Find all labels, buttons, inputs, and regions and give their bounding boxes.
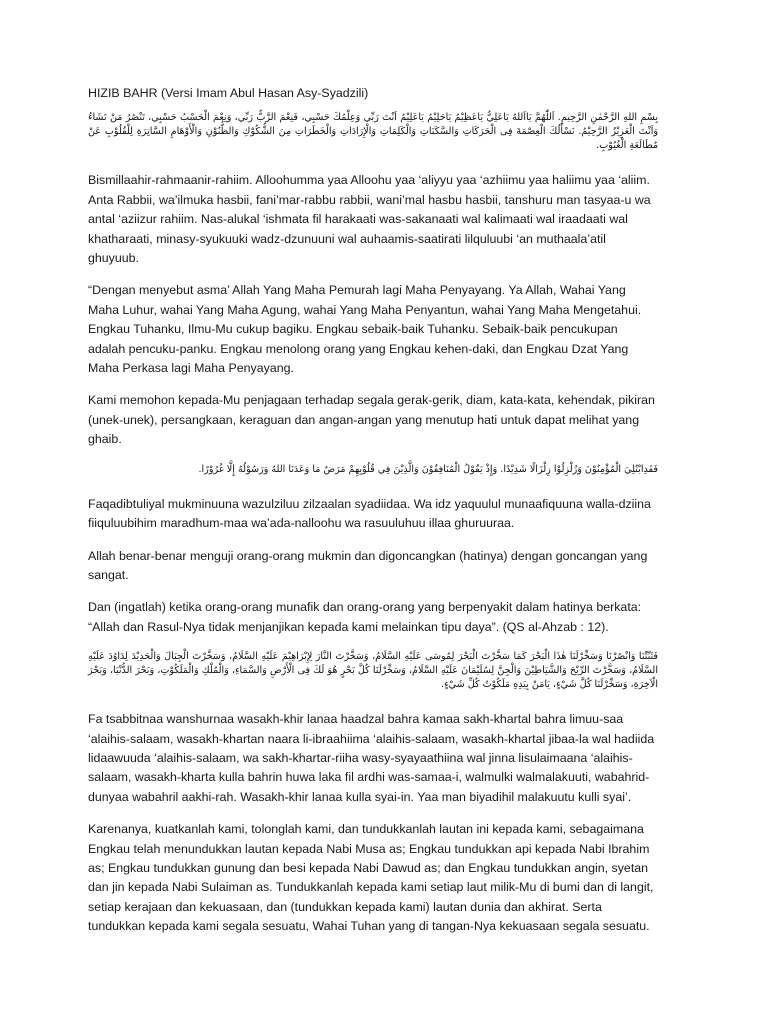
transliteration-sea-prayer: Fa tsabbitnaa wanshurnaa wasakh-khir lanaa haadzal bahra kamaa sakh-khartal bahra limuu-saa ‘alaihis-salaam, wasakh-khartan naara li-ibraahiima ‘alaihis-salaam, wasakh-khartal jibaa-la wal hadiida lidaawuuda ‘alaihis-salaam, wa sakh-khartar-riiha wasy-syayaathiina wal jinna lisulaimaana ‘alaihis-salaam, wasakh-kharta kulla bahrin huwa laka fil ardhi was-samaa-i, walmulki walmalakuuti, wabahrid-dunyaa wabahril aakhi-rah. Wasakh-khir lanaa kulla syai-in. Yaa man biyadihil malakuutu kulli syai’.	[88, 712, 655, 804]
translation-protection: Kami memohon kepada-Mu penjagaan terhadap segala gerak-gerik, diam, kata-kata, kehendak, pikiran (unek-unek), persangkaan, keraguan dan angan-angan yang menutup hati untuk dapat melihat yang ghaib.	[88, 393, 655, 447]
arabic-sea-prayer: فَثَبِّتْنَا وَانْصُرْنَا وَسَخِّرْلَنَا هٰذَا الْبَحْرَ كَمَا سَخَّرْتَ الْبَحْرَ لِمُوسَى عَلَيْهِ السَّلَامُ، وَسَخَّرْتَ النَّارَ لِإِبْرَاهِيْمَ عَلَيْهِ السَّلَامُ، وَسَخَّرْتَ الْجِبَالَ وَالْحَدِيْدَ لِدَاوُدَ عَلَيْهِ السَّلَامُ، وَسَخَّرْتَ الرِّيْحَ وَالشَّيَاطِيْنَ وَالْجِنَّ لِسُلَيْمَانَ عَلَيْهِ السَّلَامُ، وَسَخِّرْلَنَا كُلَّ بَحْرٍ هُوَ لَكَ فِى الْأَرْضِ وَالسَّمَاءِ، وَالْمُلْكِ وَالْمَلَكُوْتِ، وَبَحْرَ الدُّنْيَا، وَبَحْرَ الْآخِرَةِ، وَسَخِّرْلَنَا كُلَّ شَيْءٍ، يَامَنْ بِيَدِهِ مَلَكُوْتُ كُلِّ شَيْءٍ.	[88, 651, 658, 691]
translation-hypocrites: Dan (ingatlah) ketika orang-orang munafik dan orang-orang yang berpenyakit dalam hatinya berkata: “Allah dan Rasul-Nya tidak menjanjikan kepada kami melainkan tipu daya”. (QS al-Ahzab : 12).	[88, 600, 642, 634]
translation-opening: “Dengan menyebut asma’ Allah Yang Maha Pemurah lagi Maha Penyayang. Ya Allah, Wahai Yang Maha Luhur, wahai Yang Maha Agung, wahai Yang Maha Penyantun, wahai Yang Maha Mengetahui. Engkau Tuhanku, Ilmu-Mu cukup bagiku. Engkau sebaik-baik Tuhanku. Sebaik-baik pencukupan adalah pencuku-panku. Engkau menolong orang yang Engkau kehen-daki, dan Engkau Dzat Yang Maha Perkasa lagi Maha Penyayang.	[88, 283, 642, 376]
transliteration-quran-verse: Faqadibtuliyal mukminuuna wazulziluu zilzaalan syadiidaa. Wa idz yaquulul munaafiquuna walla-dziina fiiquluubihim maradhum-maa wa’ada-nalloohu wa rasuuluhuu illaa ghuruuraa.	[88, 496, 651, 531]
transliteration-opening: Bismillaahir-rahmaanir-rahiim. Alloohumma yaa Alloohu yaa ‘aliyyu yaa ‘azhiimu yaa haliimu yaa ‘aliim. Anta Rabbii, wa’ilmuka hasbii, fani’mar-rabbu rabbii, wani’mal hasbu hasbii, tanshuru man tasyaa-u wa antal ‘aziizur rahiim. Nas-alukal ‘ishmata fil harakaati was-sakanaati wal kalimaati wal iraadaati wal khatharaati, minasy-syukuuki wadz-dzunuuni wal auhaamis-saatirati lilquluubi ‘an muthaala’atil ghuyuub.	[88, 173, 651, 266]
translation-trial: Allah benar-benar menguji orang-orang mukmin dan digoncangkan (hatinya) dengan goncangan yang sangat.	[88, 548, 648, 582]
document-title: HIZIB BAHR (Versi Imam Abul Hasan Asy-Syadzili)	[88, 86, 369, 100]
translation-sea-prayer: Karenanya, kuatkanlah kami, tolonglah kami, dan tundukkanlah lautan ini kepada kami, sebagaimana Engkau telah menundukkan lautan kepada Nabi Musa as; Engkau tundukkan api kepada Nabi Ibrahim as; Engkau tundukkan gunung dan besi kepada Nabi Dawud as; dan Engkau tundukkan angin, syetan dan jin kepada Nabi Sulaiman as. Tundukkanlah kepada kami setiap laut milik-Mu di bumi dan di langit, setiap kerajaan dan kekuasaan, dan (tundukkan kepada kami) lautan dunia dan akhirat. Serta tundukkan kepada kami segala sesuatu, Wahai Tuhan yang di tangan-Nya kekuasaan segala sesuatu.	[88, 822, 654, 934]
arabic-opening-prayer: بِسْمِ اللهِ الرَّحْمٰنِ الرَّحِيمِ. اَللّٰهُمَّ يَااَللهُ يَاعَلِيُّ يَاعَظِيْمُ يَاحَلِيْمُ يَاعَلِيْمُ اَنْتَ رَبِّي وَعِلْمُكَ حَسْبِي، فَنِعْمَ الرَّبُّ رَبِّي، وَنِعْمَ الْحَسْبُ حَسْبِي، تَنْصُرُ مَنْ تَشَاءُ وَاَنْتَ الْعَزِيْزُ الرَّحِيْمُ. نَسْأَلُكَ الْعِصْمَةَ فِى الْحَرَكَاتِ وَالسَّكَنَاتِ وَالْكَلِمَاتِ وَالْإِرَادَاتِ وَالْخَطَرَاتِ مِنَ الشُّكُوْكِ وَالظُّنُوْنِ وَالْأَوْهَامِ السَّاتِرَةِ لِلْقُلُوْبِ عَنْ مُطَالَعَةِ الْغُيُوْبِ.	[88, 112, 658, 152]
arabic-quran-verse: فَقَدِابْتُلِيَ الْمُؤْمِنُوْنَ وَزُلْزِلُوْا زِلْزَالًا شَدِيْدًا. وَإِذْ يَقُوْلُ الْمُنَافِقُوْنَ وَالَّذِيْنَ فِي قُلُوْبِهِمْ مَرَضٌ مَا وَعَدَنَا اللهُ وَرَسُوْلُهُ إِلَّا غُرُوْرًا.	[198, 463, 658, 475]
